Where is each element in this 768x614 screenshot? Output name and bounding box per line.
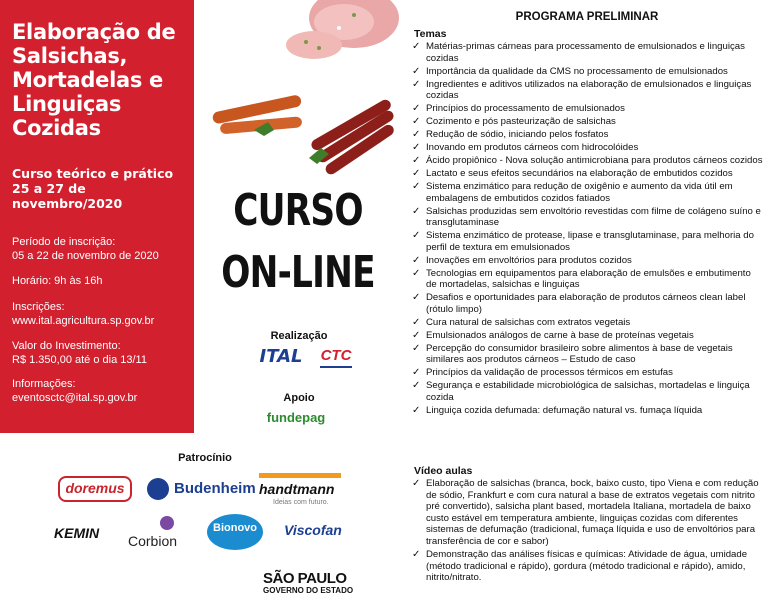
checkmark-icon: ✓: [412, 181, 421, 193]
tema-item: [412, 405, 764, 417]
tema-item: [412, 142, 764, 154]
tema-item: [412, 103, 764, 115]
fundepag-logo: fundepag: [266, 410, 326, 425]
price-value: R$ 1.350,00 até o dia 13/11: [12, 353, 147, 366]
video-item: [412, 478, 764, 548]
tema-item: [412, 181, 764, 204]
corbion-logo: Corbion: [128, 533, 178, 549]
checkmark-icon: ✓: [412, 316, 421, 328]
checkmark-icon: ✓: [412, 254, 421, 266]
registration-label: Inscrições:: [12, 301, 65, 313]
program-title: PROGRAMA PRELIMINAR: [515, 11, 659, 23]
tema-text: Ácido propiônico - Nova solução antimicrobiana para produtos cárneos cozidos: [426, 155, 763, 167]
tema-text: Importância da qualidade da CMS no processamento de emulsionados: [426, 65, 728, 77]
tema-text: Salsichas produzidas sem envoltório revestidas com filme de colágeno suíno e transglutaminase: [426, 205, 761, 229]
checkmark-icon: ✓: [412, 205, 421, 217]
ital-logo: ITAL: [259, 346, 303, 367]
curso-heading: CURSO: [233, 185, 363, 236]
apoio-label: Apoio: [283, 392, 315, 404]
course-subtitle: [12, 166, 192, 211]
online-heading: ON-LINE: [221, 247, 375, 298]
tema-text: Desafios e oportunidades para elaboração de produtos cárneos clean label (rótulo limpo): [426, 292, 746, 315]
checkmark-icon: ✓: [412, 380, 421, 392]
tema-text: Ingredientes e aditivos utilizados na elaboração de emulsionados e linguiças cozidas: [426, 78, 752, 102]
checkmark-icon: ✓: [412, 142, 421, 154]
tema-item: [412, 317, 764, 329]
checkmark-icon: ✓: [412, 65, 421, 77]
realizacao-label: Realização: [270, 330, 328, 342]
tema-text: Tecnologias em equipamentos para elaboração de emulsões e embutimento de mortadelas, salsichas e linguiças: [426, 267, 751, 291]
tema-item: [412, 343, 764, 366]
tema-item: [412, 41, 764, 64]
video-text: Elaboração de salsichas (branca, bock, baixo custo, tipo Viena e com redução de sódio, Frankfurt e com cura natural a base de extratos vegetais com nitrito pré convertido), salsicha plant based, mortadela Italiana, mortadela de baixo custo estável em temperatura ambiente, linguiças cozidas com diferentes sistemas de defumação (tradicional, fumaça líquida e uso de envoltórios para transferência de cor e sabor): [426, 478, 759, 547]
tema-item: [412, 380, 764, 403]
checkmark-icon: ✓: [412, 78, 421, 90]
checkmark-icon: ✓: [412, 548, 421, 560]
temas-list: [412, 41, 764, 418]
tema-item: [412, 367, 764, 379]
checkmark-icon: ✓: [412, 329, 421, 341]
handtmann-bar: [259, 473, 341, 478]
handtmann-tagline: Ideias com futuro.: [273, 499, 329, 506]
registration: [12, 301, 194, 328]
tema-text: Percepção do consumidor brasileiro sobre alimentos à base de vegetais similares aos produtos cárneos – Estudo de caso: [426, 342, 733, 366]
contact-email[interactable]: eventosctc@ital.sp.gov.br: [12, 391, 138, 404]
tema-item: [412, 155, 764, 167]
program-panel: [406, 0, 768, 614]
course-title: Elaboração de Salsichas, Mortadelas e Linguiças Cozidas: [12, 20, 176, 140]
checkmark-icon: ✓: [412, 342, 421, 354]
course-dates: 25 a 27 de novembro/2020: [12, 181, 123, 211]
video-item: [412, 549, 764, 584]
enrollment-value: 05 a 22 de novembro de 2020: [12, 249, 159, 262]
sausage-illustration: [194, 0, 402, 180]
checkmark-icon: ✓: [412, 155, 421, 167]
tema-item: [412, 66, 764, 78]
video-list: [412, 478, 764, 585]
checkmark-icon: ✓: [412, 405, 421, 417]
tema-text: Matérias-primas cárneas para processamento de emulsionados e linguiças cozidas: [426, 41, 745, 64]
tema-text: Lactato e seus efeitos secundários na elaboração de embutidos cozidos: [426, 168, 733, 180]
sao-paulo-logo: SÃO PAULO: [263, 570, 347, 587]
tema-text: Princípios da validação de processos térmicos em estufas: [426, 367, 673, 379]
checkmark-icon: ✓: [412, 129, 421, 141]
tema-text: Cura natural de salsichas com extratos vegetais: [426, 316, 631, 328]
budenheim-logo: Budenheim: [174, 480, 256, 497]
price: [12, 340, 194, 367]
checkmark-icon: ✓: [412, 168, 421, 180]
tema-item: [412, 330, 764, 342]
viscofan-logo: Viscofan: [284, 522, 342, 538]
checkmark-icon: ✓: [412, 103, 421, 115]
temas-heading: Temas: [414, 28, 447, 40]
sao-paulo-subtitle: GOVERNO DO ESTADO: [263, 586, 354, 595]
tema-text: Segurança e estabilidade microbiológica de salsichas, mortadelas e linguiça cozida: [426, 380, 750, 404]
tema-item: [412, 206, 764, 229]
checkmark-icon: ✓: [412, 230, 421, 242]
tema-item: [412, 79, 764, 102]
checkmark-icon: ✓: [412, 116, 421, 128]
tema-text: Inovações em envoltórios para produtos cozidos: [426, 254, 632, 266]
tema-item: [412, 268, 764, 291]
course-type: Curso teórico e prático: [12, 166, 174, 181]
contact: [12, 378, 194, 405]
tema-text: Redução de sódio, iniciando pelos fosfatos: [426, 129, 609, 141]
tema-item: [412, 168, 764, 180]
contact-label: Informações:: [12, 378, 76, 390]
tema-item: [412, 255, 764, 267]
video-heading: Vídeo aulas: [414, 465, 473, 477]
bionovo-logo: Bionovo: [213, 522, 257, 534]
checkmark-icon: ✓: [412, 478, 421, 489]
enrollment-period: [12, 236, 194, 263]
tema-item: [412, 292, 764, 315]
schedule: Horário: 9h às 16h: [12, 275, 103, 287]
event-info-panel: [0, 0, 194, 433]
kemin-logo: KEMIN: [54, 525, 100, 541]
doremus-logo: doremus: [58, 476, 132, 502]
checkmark-icon: ✓: [412, 292, 421, 304]
sponsors-label: Patrocínio: [178, 452, 232, 464]
checkmark-icon: ✓: [412, 41, 421, 52]
center-column: [194, 0, 402, 433]
handtmann-logo: handtmann: [259, 481, 335, 497]
tema-text: Princípios do processamento de emulsionados: [426, 103, 625, 115]
tema-text: Sistema enzimático para redução de oxigênio e aumento da vida útil em embalagens de embutidos cozidos fatiados: [426, 181, 733, 204]
tema-text: Sistema enzimático de protease, lipase e transglutaminase, para melhoria do perfil de textura em emulsionados: [426, 230, 754, 253]
tema-item: [412, 116, 764, 128]
budenheim-emblem: [147, 478, 169, 500]
checkmark-icon: ✓: [412, 267, 421, 279]
corbion-emblem: [160, 516, 174, 530]
tema-item: [412, 129, 764, 141]
price-label: Valor do Investimento:: [12, 340, 121, 352]
tema-text: Linguiça cozida defumada: defumação natural vs. fumaça líquida: [426, 405, 703, 417]
enrollment-label: Período de inscrição:: [12, 236, 116, 248]
tema-item: [412, 230, 764, 253]
tema-text: Cozimento e pós pasteurização de salsichas: [426, 116, 616, 128]
tema-text: Emulsionados análogos de carne à base de proteínas vegetais: [426, 329, 694, 341]
registration-url[interactable]: www.ital.agricultura.sp.gov.br: [12, 314, 155, 327]
tema-text: Inovando em produtos cárneos com hidrocolóides: [426, 142, 639, 154]
video-text: Demonstração das análises físicas e químicas: Atividade de água, umidade (método tradicional e rápido), gordura (método tradicional e rápido), amido, nitrito/nitrato.: [426, 548, 748, 584]
checkmark-icon: ✓: [412, 367, 421, 379]
ctc-logo: CTC: [320, 346, 352, 368]
